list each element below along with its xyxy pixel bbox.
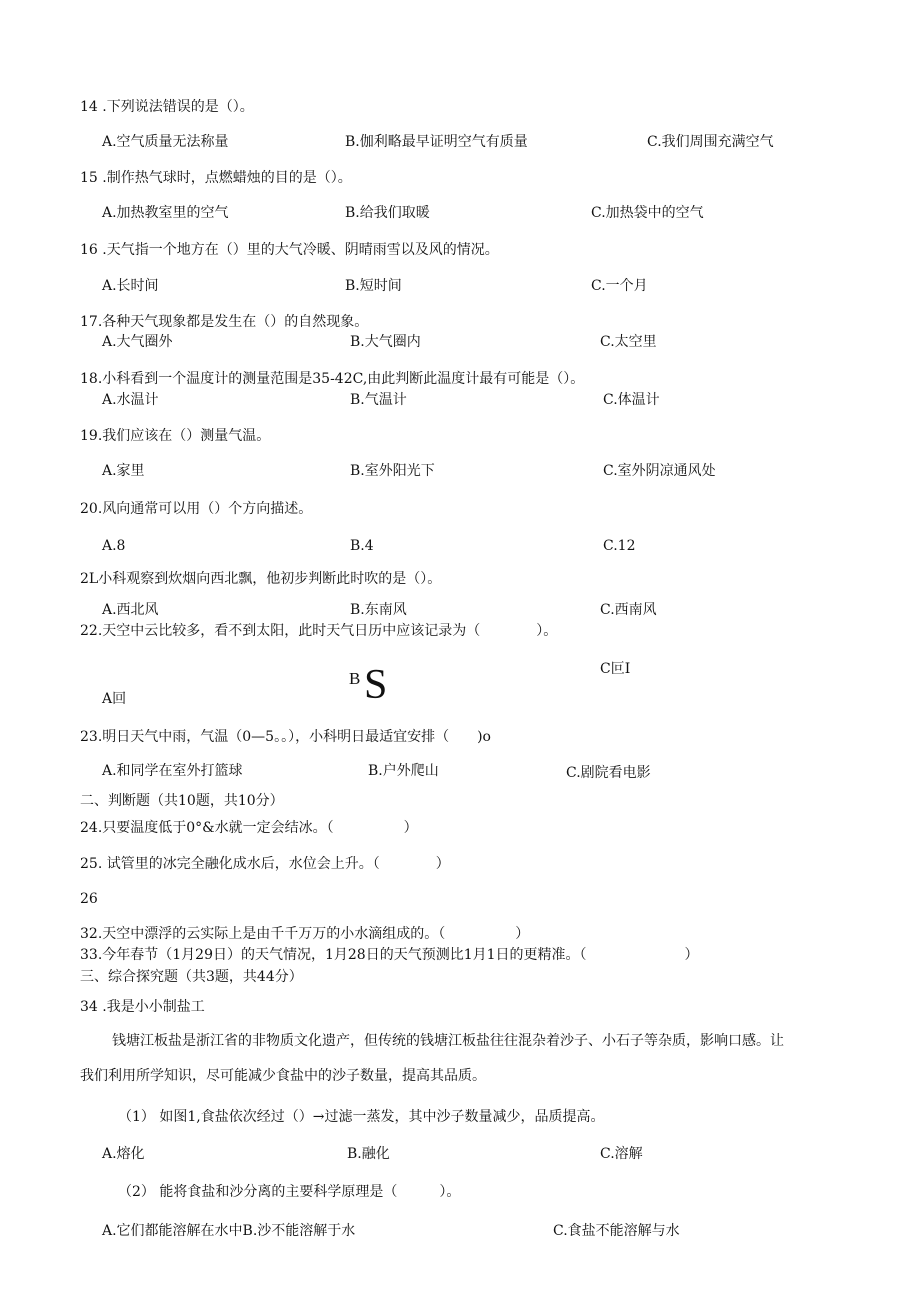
q23-stem: 23.明日天气中雨，气温（0—5。。），小科明日最适宜安排（ )o <box>80 729 491 745</box>
q18-option-c: C.体温计 <box>603 392 660 408</box>
section-2-heading: 二、判断题（共10题，共10分） <box>80 793 284 809</box>
q24-statement: 24.只要温度低于0°&水就一定会结冰。（ ） <box>80 820 418 836</box>
q34-sub1-option-c: C.溶解 <box>600 1146 643 1162</box>
q21-option-c: C.西南风 <box>600 602 657 618</box>
q17-stem: 17.各种天气现象都是发生在（）的自然现象。 <box>80 314 369 330</box>
q14-stem: 14 .下列说法错误的是（）。 <box>80 99 254 115</box>
q16-option-b: B.短时间 <box>345 278 402 294</box>
q34-sub2-stem: （2） 能将食盐和沙分离的主要科学原理是（ ）。 <box>118 1184 461 1200</box>
q34-title: 34 .我是小小制盐工 <box>80 999 205 1015</box>
q15-option-b: B.给我们取暖 <box>345 205 430 221</box>
q34-sub1-option-a: A.熔化 <box>102 1146 145 1162</box>
q25-statement: 25. 试管里的冰完全融化成水后，水位会上升。（ ） <box>80 856 450 872</box>
q34-sub2-option-ab: A.它们都能溶解在水中B.沙不能溶解于水 <box>102 1223 356 1239</box>
q14-option-a: A.空气质量无法称量 <box>102 134 229 150</box>
q15-option-c: C.加热袋中的空气 <box>591 205 704 221</box>
q20-stem: 20.风向通常可以用（）个方向描述。 <box>80 501 313 517</box>
q19-option-b: B.室外阳光下 <box>350 463 435 479</box>
q17-option-b: B.大气圈内 <box>350 334 421 350</box>
q23-option-b: B.户外爬山 <box>368 763 439 779</box>
q15-stem: 15 .制作热气球时，点燃蜡烛的目的是（）。 <box>80 170 352 186</box>
q17-option-c: C.太空里 <box>600 334 657 350</box>
q34-paragraph-line-2: 我们利用所学知识，尽可能减少食盐中的沙子数量，提高其品质。 <box>80 1068 486 1084</box>
q17-option-a: A.大气圈外 <box>102 334 173 350</box>
q16-stem: 16 .天气指一个地方在（）里的大气冷暖、阴晴雨雪以及风的情况。 <box>80 242 499 258</box>
q33-statement: 33.今年春节（1月29日）的天气情况，1月28日的天气预测比1月1日的更精准。（ ） <box>80 947 699 963</box>
q20-option-b: B.4 <box>350 538 374 554</box>
q32-statement: 32.天空中漂浮的云实际上是由千千万万的小水滴组成的。（ ） <box>80 926 530 942</box>
q21-stem: 2L小科观察到炊烟向西北飘，他初步判断此时吹的是（）。 <box>80 571 442 587</box>
q22-option-b-prefix: B <box>349 669 361 688</box>
q22-stem: 22.天空中云比较多，看不到太阳，此时天气日历中应该记录为（ ）。 <box>80 623 558 639</box>
q18-option-a: A.水温计 <box>102 392 159 408</box>
cloudy-weather-symbol: S <box>364 662 388 708</box>
section-3-heading: 三、综合探究题（共3题，共44分） <box>80 969 303 985</box>
q16-option-c: C.一个月 <box>591 278 648 294</box>
q14-option-b: B.伽利略最早证明空气有质量 <box>345 134 528 150</box>
q34-sub1-stem: （1） 如图1,食盐依次经过（）→过滤一蒸发，其中沙子数量减少，品质提高。 <box>118 1109 605 1125</box>
q26-statement: 26 <box>80 891 98 907</box>
q23-option-a: A.和同学在室外打篮球 <box>102 763 243 779</box>
q18-option-b: B.气温计 <box>350 392 407 408</box>
q34-sub1-option-b: B.融化 <box>347 1146 390 1162</box>
q14-option-c: C.我们周围充满空气 <box>647 134 774 150</box>
q19-option-c: C.室外阴凉通风处 <box>603 463 716 479</box>
q23-option-c: C.剧院看电影 <box>566 765 651 781</box>
q34-paragraph-line-1: 钱塘江板盐是浙江省的非物质文化遗产，但传统的钱塘江板盐往往混杂着沙子、小石子等杂质，影响口感。让 <box>112 1033 784 1049</box>
q19-stem: 19.我们应该在（）测量气温。 <box>80 428 271 444</box>
q20-option-c: C.12 <box>603 538 636 554</box>
q20-option-a: A.8 <box>102 538 126 554</box>
q21-option-a: A.西北风 <box>102 602 159 618</box>
q34-sub2-option-c: C.食盐不能溶解与水 <box>553 1223 680 1239</box>
q18-stem: 18.小科看到一个温度计的测量范围是35-42C,由此判断此温度计最有可能是（）。 <box>80 371 585 387</box>
q22-option-c: C叵I <box>600 661 631 677</box>
q15-option-a: A.加热教室里的空气 <box>102 205 229 221</box>
q19-option-a: A.家里 <box>102 463 145 479</box>
q21-option-b: B.东南风 <box>350 602 407 618</box>
q16-option-a: A.长时间 <box>102 278 159 294</box>
q22-option-a: A回 <box>102 691 127 707</box>
